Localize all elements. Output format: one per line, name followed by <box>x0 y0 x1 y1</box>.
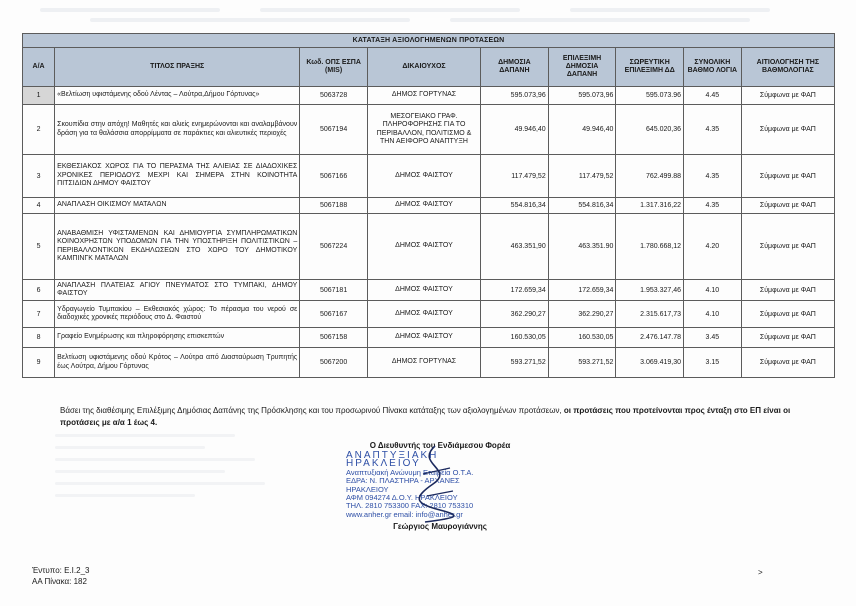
cell-justification: Σύμφωνα με ΦΑΠ <box>741 198 834 214</box>
cell-eligible-cost: 172.659,34 <box>548 280 616 301</box>
cell-score: 4.20 <box>684 214 742 280</box>
cell-title: Γραφείο Ενημέρωσης και πληροφόρησης επισκεπτών <box>55 328 300 348</box>
header-beneficiary: ΔΙΚΑΙΟΥΧΟΣ <box>367 48 480 87</box>
header-eligible-cost: ΕΠΙΛΕΞΙΜΗ ΔΗΜΟΣΙΑ ΔΑΠΑΝΗ <box>548 48 616 87</box>
header-public-cost: ΔΗΜΟΣΙΑ ΔΑΠΑΝΗ <box>481 48 549 87</box>
ranking-table <box>22 33 835 378</box>
cell-code: 5067188 <box>300 198 368 214</box>
table-row <box>23 198 835 214</box>
signatory-role: Ο Διευθυντής του Ενδιάμεσου Φορέα <box>369 441 511 450</box>
form-code: Έντυπο: Ε.Ι.2_3 <box>32 566 90 575</box>
table-row <box>23 348 835 378</box>
cell-title: ΑΝΑΠΛΑΣΗ ΟΙΚΙΣΜΟΥ ΜΑΤΑΛΩΝ <box>55 198 300 214</box>
header-title: ΤΙΤΛΟΣ ΠΡΑΞΗΣ <box>55 48 300 87</box>
cell-cumulative: 595.073.96 <box>616 87 684 105</box>
cell-title: ΑΝΑΠΛΑΣΗ ΠΛΑΤΕΙΑΣ ΑΓΙΟΥ ΠΝΕΥΜΑΤΟΣ ΣΤΟ ΤΥΜΠΑΚΙ, ΔΗΜΟΥ ΦΑΙΣΤΟΥ <box>55 280 300 301</box>
cell-public-cost: 49.946,40 <box>481 105 549 155</box>
cell-beneficiary: ΔΗΜΟΣ ΦΑΙΣΤΟΥ <box>367 328 480 348</box>
cell-public-cost: 554.816,34 <box>481 198 549 214</box>
cell-cumulative: 1.317.316,22 <box>616 198 684 214</box>
cell-aa: 3 <box>23 155 55 198</box>
stamp-line: ΑΝΑΠΤΥΞΙΑΚΗ ΗΡΑΚΛΕΙΟΥ <box>346 450 439 470</box>
table-row <box>23 301 835 328</box>
table-row <box>23 328 835 348</box>
cell-code: 5067166 <box>300 155 368 198</box>
table-row <box>23 214 835 280</box>
cell-title: Υδραγωγείο Τυμπακίου – Εκθεσιακός χώρος: Το πέρασμα του νερού σε διαδοχικές χρονικές περιόδους στο Δ. Φαιστού <box>55 301 300 328</box>
cell-justification: Σύμφωνα με ΦΑΠ <box>741 87 834 105</box>
cell-code: 5063728 <box>300 87 368 105</box>
cell-public-cost: 595.073,96 <box>481 87 549 105</box>
cell-beneficiary: ΔΗΜΟΣ ΓΟΡΤΥΝΑΣ <box>367 87 480 105</box>
cell-title: Σκουπίδια στην απόχη! Μαθητές και αλιείς ενημερώνονται και αναλαμβάνουν δράση για τα θαλάσσια απορρίμματα σε παράκτιες και αλιευτικές περιοχές <box>55 105 300 155</box>
cell-justification: Σύμφωνα με ΦΑΠ <box>741 280 834 301</box>
cell-beneficiary: ΔΗΜΟΣ ΦΑΙΣΤΟΥ <box>367 301 480 328</box>
cell-justification: Σύμφωνα με ΦΑΠ <box>741 301 834 328</box>
stamp-line: ΑΦΜ 094274 Δ.Ο.Υ. ΗΡΑΚΛΕΙΟΥ <box>346 493 458 503</box>
table-row <box>23 87 835 105</box>
cell-justification: Σύμφωνα με ΦΑΠ <box>741 155 834 198</box>
cell-title: ΕΚΘΕΣΙΑΚΟΣ ΧΩΡΟΣ ΓΙΑ ΤΟ ΠΕΡΑΣΜΑ ΤΗΣ ΑΛΙΕΙΑΣ ΣΕ ΔΙΑΔΟΧΙΚΕΣ ΧΡΟΝΙΚΕΣ ΠΕΡΙΟΔΟΥΣ ΜΕΧΡΙ ΚΑΙ ΣΗΜΕΡΑ ΣΤΗΝ ΚΟΙΝΟΤΗΤΑ ΠΙΤΣΙΔΙΩΝ ΔΗΜΟΥ ΦΑΙΣΤΟΥ <box>55 155 300 198</box>
cell-title: ΑΝΑΒΑΘΜΙΣΗ ΥΦΙΣΤΑΜΕΝΩΝ ΚΑΙ ΔΗΜΙΟΥΡΓΙΑ ΣΥΜΠΛΗΡΩΜΑΤΙΚΩΝ ΚΟΙΝΟΧΡΗΣΤΩΝ ΥΠΟΔΟΜΩΝ ΓΙΑ ΤΗΝ ΥΠΟΣΤΗΡΙΞΗ ΠΟΛΙΤΙΣΤΙΚΩΝ – ΠΕΡΙΒΑΛΛΟΝΤΙΚΩΝ ΕΚΔΗΛΩΣΕΩΝ ΣΤΟ ΧΩΡΟ ΤΟΥ ΔΗΜΟΤΙΚΟΥ ΚΑΜΠΙΝΓΚ ΜΑΤΑΛΩΝ <box>55 214 300 280</box>
cell-code: 5067158 <box>300 328 368 348</box>
cell-aa: 1 <box>23 87 55 105</box>
cell-cumulative: 1.780.668,12 <box>616 214 684 280</box>
cell-score: 3.45 <box>684 328 742 348</box>
cell-aa: 7 <box>23 301 55 328</box>
cell-code: 5067181 <box>300 280 368 301</box>
stamp-line: www.anher.gr email: info@anher.gr <box>346 509 463 519</box>
table-row <box>23 155 835 198</box>
cell-score: 4.45 <box>684 87 742 105</box>
selection-note <box>60 405 820 429</box>
cell-beneficiary: ΔΗΜΟΣ ΓΟΡΤΥΝΑΣ <box>367 348 480 378</box>
cell-score: 4.35 <box>684 105 742 155</box>
cell-eligible-cost: 554.816,34 <box>548 198 616 214</box>
header-aa: Α/Α <box>23 48 55 87</box>
next-page-mark: > <box>758 568 763 577</box>
cell-aa: 5 <box>23 214 55 280</box>
cell-cumulative: 2.476.147.78 <box>616 328 684 348</box>
stamp-line: Αναπτυξιακή Ανώνυμη Εταιρεία Ο.Τ.Α. <box>346 467 474 477</box>
cell-title: Βελτίωση υφιστάμενης οδού Κρότος – Λούτρα από Διασταύρωση Τρυπητής έως Λούτρα, Δήμου Γόρτυνας <box>55 348 300 378</box>
cell-score: 3.15 <box>684 348 742 378</box>
cell-aa: 8 <box>23 328 55 348</box>
cell-beneficiary: ΔΗΜΟΣ ΦΑΙΣΤΟΥ <box>367 214 480 280</box>
cell-code: 5067167 <box>300 301 368 328</box>
header-code: Κωδ. ΟΠΣ ΕΣΠΑ (MIS) <box>300 48 368 87</box>
cell-score: 4.10 <box>684 280 742 301</box>
cell-public-cost: 463.351,90 <box>481 214 549 280</box>
stamp-line: ΤΗΛ. 2810 753300 FAX: 2810 753310 <box>346 501 474 511</box>
cell-aa: 4 <box>23 198 55 214</box>
cell-public-cost: 117.479,52 <box>481 155 549 198</box>
cell-eligible-cost: 463.351.90 <box>548 214 616 280</box>
faded-background-text <box>55 432 305 522</box>
table-header-row <box>23 48 835 87</box>
cell-eligible-cost: 160.530,05 <box>548 328 616 348</box>
cell-beneficiary: ΜΕΣΟΓΕΙΑΚΟ ΓΡΑΦ. ΠΛΗΡΟΦΟΡΗΣΗΣ ΓΙΑ ΤΟ ΠΕΡΙΒΑΛΛΟΝ, ΠΟΛΙΤΙΣΜΟ & ΤΗΝ ΑΕΙΦΟΡΟ ΑΝΑΠΤΥΞΗ <box>367 105 480 155</box>
note-bold: οι προτάσεις που προτείνονται προς ένταξη στο ΕΠ είναι οι προτάσεις με α/α 1 έως 4. <box>60 406 791 427</box>
cell-score: 4.35 <box>684 198 742 214</box>
signatory-name: Γεώργιος Μαυρογιάννης <box>393 522 487 531</box>
cell-eligible-cost: 595.073,96 <box>548 87 616 105</box>
cell-eligible-cost: 117.479,52 <box>548 155 616 198</box>
cell-eligible-cost: 49.946,40 <box>548 105 616 155</box>
cell-code: 5067194 <box>300 105 368 155</box>
cell-justification: Σύμφωνα με ΦΑΠ <box>741 105 834 155</box>
cell-public-cost: 160.530,05 <box>481 328 549 348</box>
cell-aa: 2 <box>23 105 55 155</box>
cell-code: 5067200 <box>300 348 368 378</box>
header-score: ΣΥΝΟΛΙΚΗ ΒΑΘΜΟ ΛΟΓΙΑ <box>684 48 742 87</box>
header-justification: ΑΙΤΙΟΛΟΓΗΣΗ ΤΗΣ ΒΑΘΜΟΛΟΓΙΑΣ <box>741 48 834 87</box>
cell-cumulative: 1.953.327,46 <box>616 280 684 301</box>
header-cumulative: ΣΩΡΕΥΤΙΚΗ ΕΠΙΛΕΞΙΜΗ ΔΔ <box>616 48 684 87</box>
table-row <box>23 105 835 155</box>
cell-cumulative: 762.499.88 <box>616 155 684 198</box>
cell-cumulative: 2.315.617,73 <box>616 301 684 328</box>
faded-letterhead <box>30 6 830 28</box>
cell-aa: 9 <box>23 348 55 378</box>
table-row <box>23 280 835 301</box>
cell-cumulative: 645.020,36 <box>616 105 684 155</box>
cell-justification: Σύμφωνα με ΦΑΠ <box>741 214 834 280</box>
cell-beneficiary: ΔΗΜΟΣ ΦΑΙΣΤΟΥ <box>367 198 480 214</box>
cell-cumulative: 3.069.419,30 <box>616 348 684 378</box>
cell-aa: 6 <box>23 280 55 301</box>
cell-title: «Βελτίωση υφιστάμενης οδού Λέντας – Λούτρα,Δήμου Γόρτυνας» <box>55 87 300 105</box>
cell-justification: Σύμφωνα με ΦΑΠ <box>741 348 834 378</box>
table-title: ΚΑΤΑΤΑΞΗ ΑΞΙΟΛΟΓΗΜΕΝΩΝ ΠΡΟΤΑΣΕΩΝ <box>23 34 835 48</box>
cell-public-cost: 362.290,27 <box>481 301 549 328</box>
cell-justification: Σύμφωνα με ΦΑΠ <box>741 328 834 348</box>
handwritten-signature <box>405 444 465 524</box>
cell-beneficiary: ΔΗΜΟΣ ΦΑΙΣΤΟΥ <box>367 280 480 301</box>
cell-public-cost: 593.271,52 <box>481 348 549 378</box>
cell-score: 4.10 <box>684 301 742 328</box>
table-number: ΑΑ Πίνακα: 182 <box>32 577 87 586</box>
note-text: Βάσει της διαθέσιμης Επιλέξιμης Δημόσιας Δαπάνης της Πρόσκλησης και του προσωρινού Πίνακα κατάταξης των αξιολογημένων προτάσεων, <box>60 406 562 415</box>
cell-eligible-cost: 593.271,52 <box>548 348 616 378</box>
cell-eligible-cost: 362.290,27 <box>548 301 616 328</box>
cell-score: 4.35 <box>684 155 742 198</box>
cell-public-cost: 172.659,34 <box>481 280 549 301</box>
cell-code: 5067224 <box>300 214 368 280</box>
cell-beneficiary: ΔΗΜΟΣ ΦΑΙΣΤΟΥ <box>367 155 480 198</box>
stamp-line: ΕΔΡΑ: Ν. ΠΛΑΣΤΗΡΑ - ΑΡΧΑΝΕΣ ΗΡΑΚΛΕΙΟΥ <box>346 476 460 494</box>
page-footer <box>32 565 89 587</box>
